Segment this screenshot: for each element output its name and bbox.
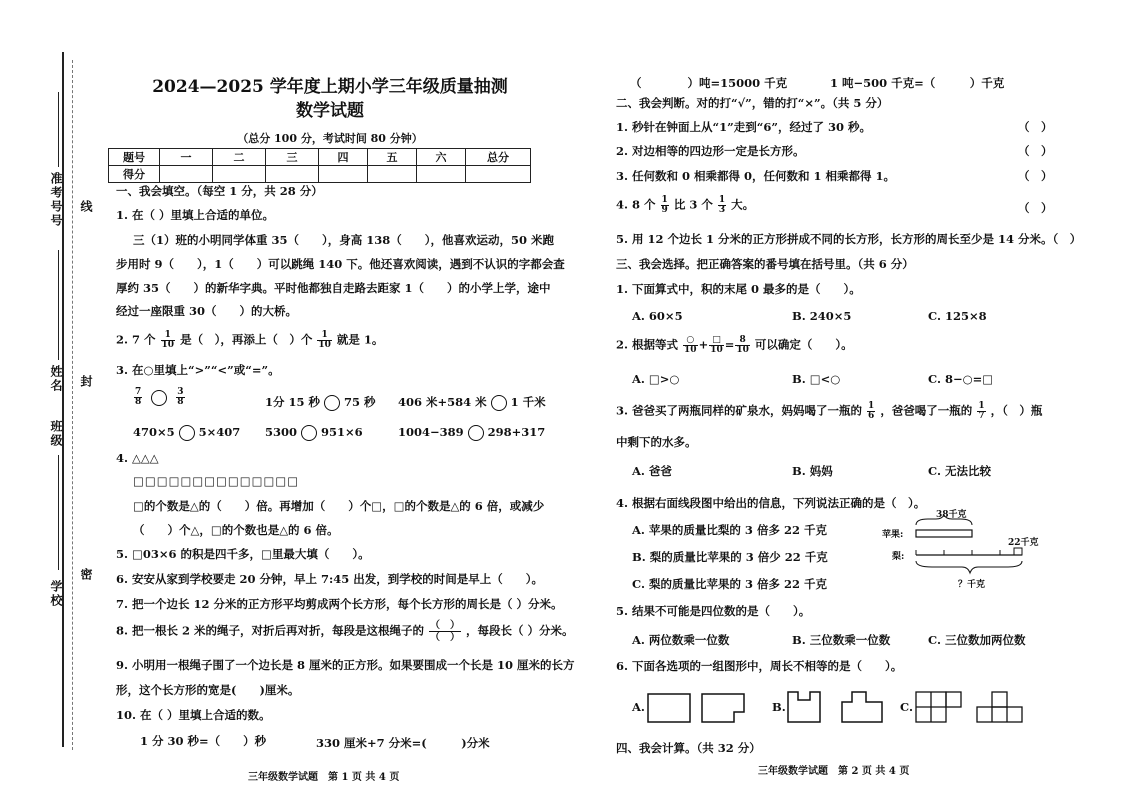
compare-circle[interactable] (468, 425, 484, 441)
score-cell: 题号 (109, 149, 160, 166)
question-1-line-4: 经过一座限重 30（ ）的大桥。 (116, 304, 298, 318)
choice-3 (616, 402, 1042, 421)
compare-circle[interactable] (179, 425, 195, 441)
compare-circle[interactable] (324, 395, 340, 411)
judge-1: 1. 秒针在钟面上从“1”走到“6”，经过了 30 秒。 (616, 120, 871, 134)
fraction-blank[interactable] (429, 620, 461, 643)
fraction (161, 331, 176, 350)
section-1-title: 一、我会填空。（每空 1 分，共 28 分） (116, 184, 323, 198)
segment-diagram (882, 510, 1042, 593)
text: 470×5 (133, 425, 175, 439)
choice-6-option-a[interactable]: A. (632, 700, 645, 714)
numerator: （ ） (430, 620, 461, 631)
score-cell: 得分 (109, 166, 160, 183)
choice-6-option-c[interactable]: C. (900, 700, 913, 714)
question-10-b: 330 厘米+7 分米=( )分米 (316, 736, 490, 750)
text: 比 3 个 (673, 197, 713, 212)
judge-1-paren[interactable]: （ ） (1018, 120, 1053, 134)
denominator: 10 (736, 345, 749, 355)
page-1-footer: 三年级数学试题 第 1 页 共 4 页 (248, 772, 400, 783)
shape-c-grid-l (916, 692, 961, 722)
seal-mark-3: 密 (79, 568, 93, 582)
exam-no-label: 准考号号 (49, 172, 63, 228)
score-input-cell[interactable] (466, 166, 531, 183)
text: 2. 7 个 (116, 332, 156, 347)
choice-6-option-b[interactable]: B. (772, 700, 786, 714)
score-table (108, 148, 531, 183)
shape-a-rectangle (648, 694, 690, 722)
text: 75 秒 (344, 395, 376, 409)
text: 1分 15 秒 (265, 395, 321, 409)
question-8 (116, 620, 574, 643)
denominator: 10 (318, 340, 331, 350)
score-table-header-row (109, 149, 531, 166)
choice-5: 5. 结果不可能是四位数的是（ ）。 (616, 604, 811, 618)
text: 1004−389 (398, 425, 464, 439)
exam-title: 2024—2025 学年度上期小学三年级质量抽测 (152, 77, 508, 97)
pear-label: 梨: (892, 552, 905, 562)
exam-info: （总分 100 分，考试时间 80 分钟） (237, 132, 423, 145)
choice-3-option-c[interactable]: C. 无法比较 (928, 464, 991, 478)
judge-3-paren[interactable]: （ ） (1018, 169, 1053, 183)
text: 2. 根据等式 (616, 337, 679, 352)
judge-2-paren[interactable]: （ ） (1018, 144, 1053, 158)
school-label: 学校 (49, 580, 63, 608)
exam-no-blank[interactable] (58, 92, 59, 167)
grid-square (992, 692, 1007, 707)
fraction (709, 336, 724, 355)
score-cell: 四 (319, 149, 368, 166)
class-blank[interactable] (58, 455, 59, 570)
section-4-title: 四、我会计算。（共 32 分） (616, 741, 761, 755)
denominator: 7 (978, 411, 985, 421)
text: 406 米+584 米 (398, 395, 487, 409)
question-10-a: 1 分 30 秒=（ ）秒 (140, 734, 267, 748)
score-cell: 六 (417, 149, 466, 166)
score-cell: 二 (213, 149, 266, 166)
question-9-line-2: 形，这个长方形的宽是( )厘米。 (116, 683, 300, 697)
pear-extra-box (1014, 548, 1022, 555)
shape-c-grid-t (977, 692, 1022, 722)
compare-circle[interactable] (301, 425, 317, 441)
top-brace-label: 38千克 (936, 510, 967, 520)
text: 是（ ），再添上（ ）个 (180, 332, 313, 347)
question-9-line-1: 9. 小明用一根绳子围了一个边长是 8 厘米的正方形。如果要围成一个长是 10 厘米的长方 (116, 658, 575, 672)
choice-3-option-a[interactable]: A. 爸爸 (632, 464, 672, 478)
fraction (683, 336, 698, 355)
exam-subtitle: 数学试题 (296, 101, 364, 121)
page-2-footer: 三年级数学试题 第 2 页 共 4 页 (758, 766, 910, 777)
numerator: 1 (161, 331, 176, 341)
question-3: 3. 在○里填上“>”“<”或“=”。 (116, 363, 280, 377)
section-3-title: 三、我会选择。把正确答案的番号填在括号里。（共 6 分） (616, 257, 914, 271)
choice-3-line-2: 中剩下的水多。 (616, 435, 697, 449)
question-2 (116, 331, 383, 350)
question-1-line-2: 步用时 9（ ），1（ ）可以跳绳 140 下。他还喜欢阅读，遇到不认识的字都会查 (116, 257, 565, 271)
extra-label: 22千克 (1008, 538, 1039, 548)
page-2 (560, 0, 1121, 793)
fraction (661, 196, 669, 215)
numerator: 1 (868, 401, 875, 411)
compare-4 (133, 425, 240, 441)
choice-4: 4. 根据右面线段图中给出的信息，下列说法正确的是（ ）。 (616, 496, 926, 510)
seal-mark-2: 封 (79, 375, 93, 389)
question-5: 5. □03×6 的积是四千多，□里最大填（ ）。 (116, 547, 370, 561)
class-label: 班级 (49, 420, 63, 448)
shape-a-notched (702, 694, 744, 722)
text: 298+317 (487, 425, 546, 439)
fraction (718, 196, 726, 215)
judge-4-paren[interactable]: （ ） (1018, 201, 1053, 215)
judge-5: 5. 用 12 个边长 1 分米的正方形拼成不同的长方形，长方形的周长至少是 14 分米。（ ） (616, 232, 1082, 246)
text: ，（ ）瓶 (990, 403, 1043, 418)
choice-2-option-c[interactable]: C. 8−○=□ (928, 372, 994, 386)
score-cell: 三 (266, 149, 319, 166)
question-1-line-1: 三（1）班的小明同学体重 35（ ），身高 138（ ），他喜欢运动，50 米跑 (133, 233, 555, 247)
choice-4-option-c[interactable]: C. 梨的质量比苹果的 3 倍多 22 千克 (632, 577, 827, 591)
text: 可以确定（ ）。 (754, 337, 853, 352)
fraction (977, 402, 985, 421)
fraction (134, 388, 142, 407)
judge-2: 2. 对边相等的四边形一定是长方形。 (616, 144, 805, 158)
text: 4. 8 个 (616, 197, 656, 212)
apple-bar (916, 530, 972, 537)
compare-circle[interactable] (151, 390, 167, 406)
question-1: 1. 在（ ）里填上合适的单位。 (116, 208, 275, 222)
choice-1: 1. 下面算式中，积的末尾 0 最多的是（ ）。 (616, 282, 861, 296)
bottom-brace (916, 561, 1022, 573)
name-blank[interactable] (58, 250, 59, 360)
text: 951×6 (321, 425, 363, 439)
numerator: 1 (718, 195, 726, 205)
score-table-score-row (109, 166, 531, 183)
grid-square (946, 692, 961, 707)
shape-b-notched-top (788, 692, 820, 722)
fraction (735, 336, 750, 355)
denominator: 9 (661, 205, 668, 215)
choice-5-option-a[interactable]: A. 两位数乘一位数 (632, 633, 730, 647)
question-4: 4. △△△ (116, 451, 159, 465)
square-numerator: □ (709, 336, 724, 346)
compare-circle[interactable] (491, 395, 507, 411)
choice-1-option-c[interactable]: C. 125×8 (928, 309, 987, 323)
choice-4-option-a[interactable]: A. 苹果的质量比梨的 3 倍多 22 千克 (632, 523, 827, 537)
score-input-cell[interactable] (417, 166, 466, 183)
choice-2-option-a[interactable]: A. □>○ (632, 372, 680, 386)
score-input-cell[interactable] (213, 166, 266, 183)
choice-4-option-b[interactable]: B. 梨的质量比苹果的 3 倍少 22 千克 (632, 550, 828, 564)
score-cell: 总分 (466, 149, 531, 166)
binding-line (62, 52, 64, 747)
grid-row (977, 707, 1022, 722)
score-input-cell[interactable] (368, 166, 417, 183)
judge-3: 3. 任何数和 0 相乘都得 0，任何数和 1 相乘都得 1。 (616, 169, 896, 183)
compare-5 (265, 425, 363, 441)
numerator: 1 (317, 331, 332, 341)
denominator: 10 (710, 345, 723, 355)
denominator: 8 (177, 397, 184, 407)
shape-b-step (842, 692, 882, 722)
choice-1-option-a[interactable]: A. 60×5 (632, 309, 683, 323)
text: 大。 (731, 197, 755, 212)
score-input-cell[interactable] (319, 166, 368, 183)
name-label: 姓名 (49, 365, 63, 393)
numerator: 8 (735, 336, 750, 346)
text: ，爸爸喝了一瓶的 (880, 403, 973, 418)
compare-2 (265, 394, 376, 411)
text: 5×407 (198, 425, 241, 439)
denominator: 6 (868, 411, 875, 421)
question-1-line-3: 厚约 35（ ）的新华字典。平时他都独自走路去距家 1（ ）的小学上学，途中 (116, 281, 551, 295)
numerator: 7 (135, 387, 142, 397)
choice-5-option-b[interactable]: B. 三位数乘一位数 (792, 633, 891, 647)
choice-3-option-b[interactable]: B. 妈妈 (792, 464, 833, 478)
denominator: 8 (135, 397, 142, 407)
question-7: 7. 把一个边长 12 分米的正方形平均剪成两个长方形，每个长方形的周长是（ ）分米。 (116, 597, 563, 611)
choice-2: 2. 根据等式 $\frac{○}{10}$ + $\frac{□}{10}$ = $\frac{8}{10}$ 可以确定（ ）。 (616, 335, 853, 355)
text: 就是 1。 (336, 332, 384, 347)
fraction (317, 331, 332, 350)
conversion-a: （ ）吨=15000 千克 (630, 76, 788, 90)
question-10: 10. 在（ ）里填上合适的数。 (116, 708, 271, 722)
fraction (867, 402, 875, 421)
score-cell: 一 (160, 149, 213, 166)
score-input-cell[interactable] (266, 166, 319, 183)
denominator: （ ） (430, 632, 461, 643)
compare-1 (133, 388, 186, 407)
compare-6 (398, 425, 545, 441)
section-2-title: 二、我会判断。对的打“√”，错的打“×”。（共 5 分） (616, 96, 889, 110)
circle-numerator: ○ (683, 336, 698, 346)
text: ，每段长（ ）分米。 (466, 623, 574, 638)
text: 5300 (265, 425, 298, 439)
denominator: 10 (684, 345, 697, 355)
question-4-line-1: □的个数是△的（ ）倍。再增加（ ）个□，□的个数是△的 6 倍，或减少 (133, 499, 545, 513)
score-cell: 五 (368, 149, 417, 166)
compare-3 (398, 394, 546, 411)
binding-dashed-line (72, 60, 73, 750)
numerator: 1 (661, 195, 668, 205)
question-4-line-2: （ ）个△，□的个数也是△的 6 倍。 (133, 523, 339, 537)
question-6: 6. 安安从家到学校要走 20 分钟，早上 7:45 出发，到学校的时间是早上（ ）。 (116, 572, 544, 586)
text: 3. 爸爸买了两瓶同样的矿泉水，妈妈喝了一瓶的 (616, 403, 863, 418)
choice-2-option-b[interactable]: B. □<○ (792, 372, 841, 386)
numerator: 3 (177, 387, 184, 397)
seal-mark-1: 线 (79, 200, 93, 214)
choice-6-shapes (644, 688, 1054, 728)
total-label: ？千克 (958, 580, 986, 590)
numerator: 1 (978, 401, 985, 411)
text: 1 千米 (510, 395, 546, 409)
denominator: 3 (718, 205, 726, 215)
question-4-squares: □□□□□□□□□□□□□□ (133, 474, 300, 488)
score-input-cell[interactable] (160, 166, 213, 183)
choice-1-option-b[interactable]: B. 240×5 (792, 309, 852, 323)
judge-4 (616, 196, 754, 215)
choice-5-option-c[interactable]: C. 三位数加两位数 (928, 633, 1026, 647)
conversion-b: 1 吨−500 千克=（ ）千克 (830, 76, 1005, 90)
denominator: 10 (161, 340, 175, 350)
text: 8. 把一根长 2 米的绳子，对折后再对折，每段是这根绳子的 (116, 623, 425, 638)
apple-label: 苹果: (882, 530, 904, 540)
choice-6: 6. 下面各选项的一组图形中，周长不相等的是（ ）。 (616, 659, 903, 673)
fraction (176, 388, 184, 407)
